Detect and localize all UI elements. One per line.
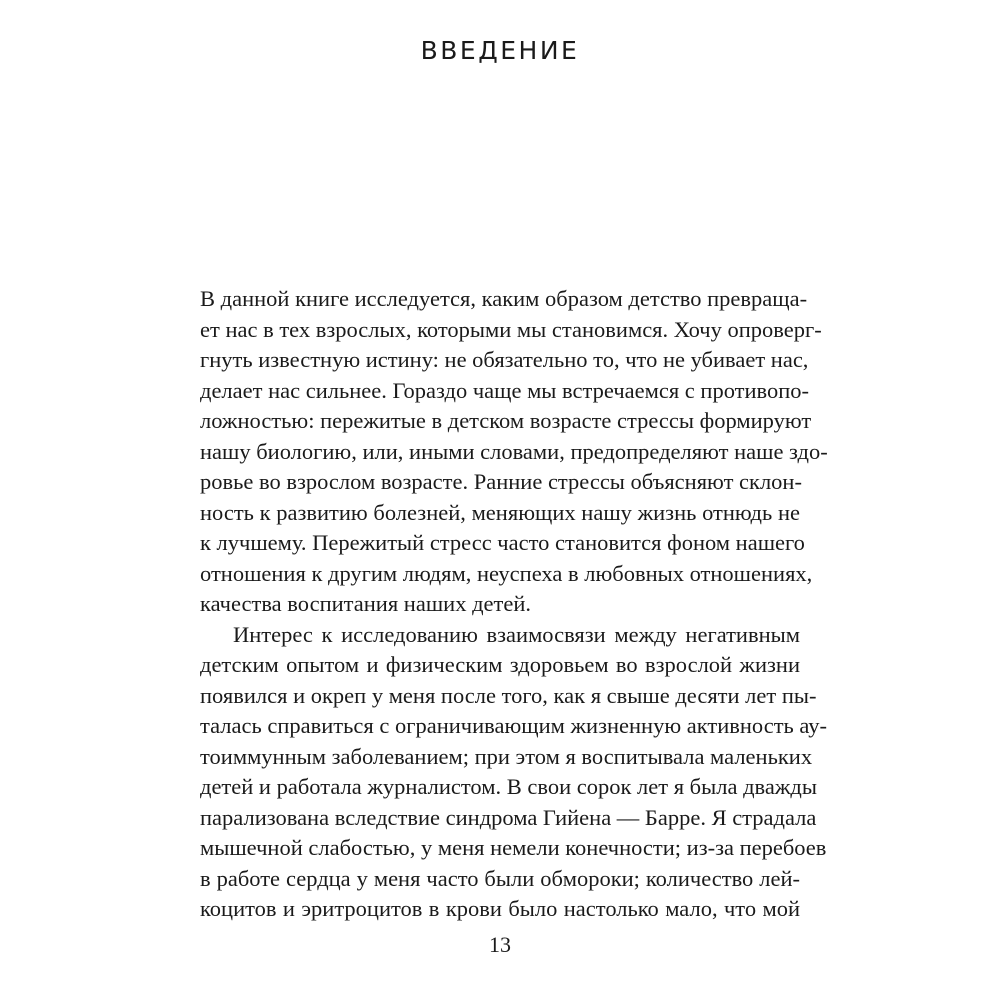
text-line: талась справиться с ограничивающим жизненную активность ау- (200, 713, 828, 738)
chapter-title: ВВЕДЕНИЕ (420, 36, 580, 65)
text-line: гнуть известную истину: не обязательно то, что не убивает нас, (200, 347, 809, 372)
text-line: отношения к другим людям, неуспеха в любовных отношениях, (200, 560, 813, 586)
text-line: ность к развитию болезней, меняющих нашу жизнь отнюдь не (200, 499, 800, 525)
text-line: детей и работала журналистом. В свои сорок лет я была дважды (200, 774, 817, 799)
text-line: ровье во взрослом возрасте. Ранние стрессы объясняют склон- (200, 469, 802, 494)
text-line: появился и окреп у меня после того, как я свыше десяти лет пы- (200, 682, 817, 708)
text-line: делает нас сильнее. Гораздо чаще мы встречаемся с противопо- (200, 377, 810, 403)
text-line: парализована вследствие синдрома Гийена — Барре. Я страдала (200, 804, 817, 830)
page-number: 13 (489, 932, 511, 957)
text-line: В данной книге исследуется, каким образом детство превраща- (200, 286, 808, 311)
text-line: ложностью: пережитые в детском возрасте стрессы формируют (200, 408, 812, 433)
paragraph-2 (200, 620, 828, 925)
text-line: к лучшему. Пережитый стресс часто становится фоном нашего (200, 530, 805, 555)
text-line: мышечной слабостью, у меня немели конечности; из-за перебоев (200, 835, 827, 860)
body-text (200, 284, 828, 925)
text-line: качества воспитания наших детей. (200, 591, 531, 616)
text-line: ет нас в тех взрослых, которыми мы становимся. Хочу опроверг- (200, 316, 822, 342)
text-line: в работе сердца у меня часто были обмороки; количество лей- (200, 865, 800, 891)
text-line: Интерес к исследованию взаимосвязи между негативным (233, 621, 800, 647)
text-line: тоиммунным заболеванием; при этом я воспитывала маленьких (200, 743, 813, 769)
paragraph-1 (200, 284, 828, 620)
text-line: коцитов и эритроцитов в крови было настолько мало, что мой (200, 896, 800, 921)
text-line: нашу биологию, или, иными словами, предопределяют наше здо- (200, 438, 828, 464)
text-line: детским опытом и физическим здоровьем во взрослой жизни (200, 652, 800, 677)
